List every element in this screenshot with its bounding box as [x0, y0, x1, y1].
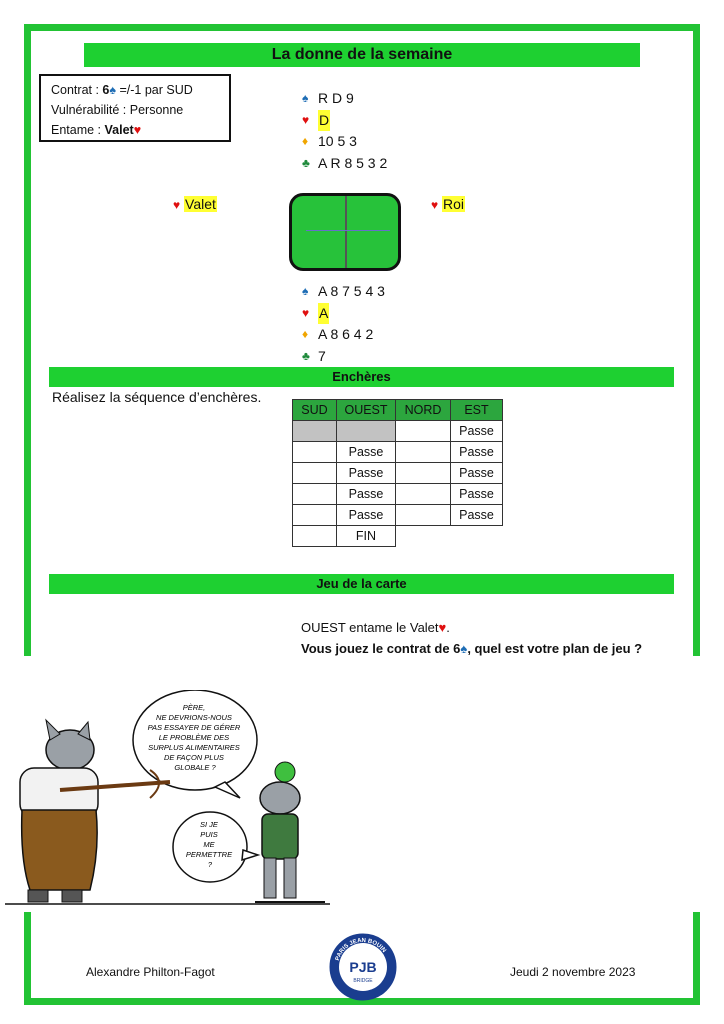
table-row — [293, 442, 503, 463]
south-diamonds: A 8 6 4 2 — [318, 326, 374, 342]
bid-cell: Passe — [451, 505, 503, 526]
header-nord: NORD — [396, 400, 451, 421]
heart-icon: ♥ — [302, 305, 310, 320]
table-row — [293, 421, 503, 442]
page-title: La donne de la semaine — [84, 43, 640, 67]
logo-text: PJB — [349, 959, 377, 975]
svg-text:PARIS JEAN BOUIN: PARIS JEAN BOUIN — [334, 937, 387, 962]
play-question — [301, 641, 642, 656]
play-question-a: Vous jouez le contrat de 6 — [301, 641, 461, 656]
vulnerability-line: Vulnérabilité : Personne — [51, 103, 184, 117]
bid-cell[interactable] — [396, 421, 451, 442]
bid-cell: Passe — [451, 484, 503, 505]
heart-icon: ♥ — [133, 123, 142, 137]
bid-cell[interactable] — [337, 421, 396, 442]
bid-cell[interactable] — [293, 526, 337, 547]
bid-cell[interactable] — [396, 484, 451, 505]
frame-right-lower — [693, 912, 700, 1004]
contract-level: 6 — [102, 83, 110, 97]
bidding-section-title: Enchères — [49, 367, 674, 387]
north-clubs: A R 8 5 3 2 — [318, 154, 388, 171]
table-row — [293, 463, 503, 484]
heart-icon: ♥ — [438, 620, 447, 635]
bid-cell[interactable] — [293, 484, 337, 505]
frame-left-lower — [24, 912, 31, 1004]
bid-cell: Passe — [337, 442, 396, 463]
contract-rest: =/-1 par SUD — [116, 83, 193, 97]
lead-label: Entame : — [51, 123, 105, 137]
footer-date: Jeudi 2 novembre 2023 — [510, 965, 636, 979]
bid-cell[interactable] — [293, 421, 337, 442]
lead-value: Valet — [104, 123, 134, 137]
son-cat-icon — [255, 762, 325, 902]
frame-top — [24, 24, 700, 31]
bidding-table — [292, 399, 503, 547]
diamond-icon: ♦ — [302, 327, 309, 341]
club-logo-icon — [328, 932, 398, 1002]
play-question-b: , quel est votre plan de jeu ? — [467, 641, 643, 656]
frame-left — [24, 24, 31, 656]
south-spades: A 8 7 5 4 3 — [318, 283, 385, 299]
north-diamonds: 10 5 3 — [318, 133, 357, 149]
spade-icon: ♠ — [109, 83, 117, 97]
bidding-header-row — [293, 400, 503, 421]
spade-icon: ♠ — [460, 641, 468, 656]
diamond-icon: ♦ — [302, 134, 309, 148]
table-row — [293, 484, 503, 505]
header-sud: SUD — [293, 400, 337, 421]
bid-cell[interactable] — [293, 442, 337, 463]
south-hearts: A — [318, 303, 329, 325]
empty-cell — [396, 526, 451, 547]
club-icon: ♣ — [302, 348, 310, 363]
west-card-label: Valet — [185, 196, 216, 212]
bubble1-text: PÈRE, NE DEVRIONS-NOUS PAS ESSAYER DE GÉRER LE PROBLÈME DES SURPLUS ALIMENTAIRES DE FAÇON PLUS GLOBALE ? — [147, 703, 241, 772]
heart-icon: ♥ — [431, 198, 439, 212]
play-lead-b: . — [446, 620, 450, 635]
bid-cell[interactable] — [293, 463, 337, 484]
north-hearts: D — [318, 110, 330, 132]
east-played-card — [431, 196, 465, 212]
bid-cell: Passe — [451, 442, 503, 463]
north-hand — [302, 88, 387, 174]
east-card-label: Roi — [443, 196, 465, 212]
north-spades: R D 9 — [318, 90, 354, 106]
header-est: EST — [451, 400, 503, 421]
play-section-title: Jeu de la carte — [49, 574, 674, 594]
table-row — [293, 505, 503, 526]
empty-cell — [451, 526, 503, 547]
spade-icon: ♠ — [302, 284, 309, 298]
bid-cell: Passe — [337, 484, 396, 505]
lead-line — [51, 120, 229, 140]
cartoon-illustration — [0, 690, 340, 912]
bubble2-text: SI JE PUIS ME PERMETTRE ? — [185, 820, 233, 869]
table-divider-horizontal — [306, 230, 390, 231]
bid-cell[interactable] — [396, 505, 451, 526]
heart-icon: ♥ — [302, 112, 310, 127]
table-divider-vertical — [345, 196, 347, 268]
heart-icon: ♥ — [173, 198, 181, 212]
south-hand — [302, 281, 385, 367]
spade-icon: ♠ — [302, 91, 309, 105]
contract-box — [39, 74, 231, 142]
west-played-card — [173, 196, 217, 212]
bid-cell: FIN — [337, 526, 396, 547]
contract-line — [51, 80, 229, 100]
play-lead-a: OUEST entame le Valet — [301, 620, 439, 635]
bidding-instruction: Réalisez la séquence d’enchères. — [52, 389, 262, 405]
bridge-table — [289, 193, 401, 271]
bid-cell[interactable] — [396, 463, 451, 484]
club-icon: ♣ — [302, 155, 310, 170]
bid-cell: Passe — [337, 463, 396, 484]
south-clubs: 7 — [318, 347, 326, 364]
contract-label: Contrat : — [51, 83, 103, 97]
bid-cell: Passe — [451, 463, 503, 484]
bid-cell[interactable] — [293, 505, 337, 526]
play-lead-text — [301, 620, 450, 635]
frame-right — [693, 24, 700, 656]
bid-cell: Passe — [451, 421, 503, 442]
logo-sub: BRIDGE — [353, 978, 373, 984]
header-ouest: OUEST — [337, 400, 396, 421]
table-row — [293, 526, 503, 547]
bid-cell: Passe — [337, 505, 396, 526]
bid-cell[interactable] — [396, 442, 451, 463]
footer-author: Alexandre Philton-Fagot — [86, 965, 215, 979]
